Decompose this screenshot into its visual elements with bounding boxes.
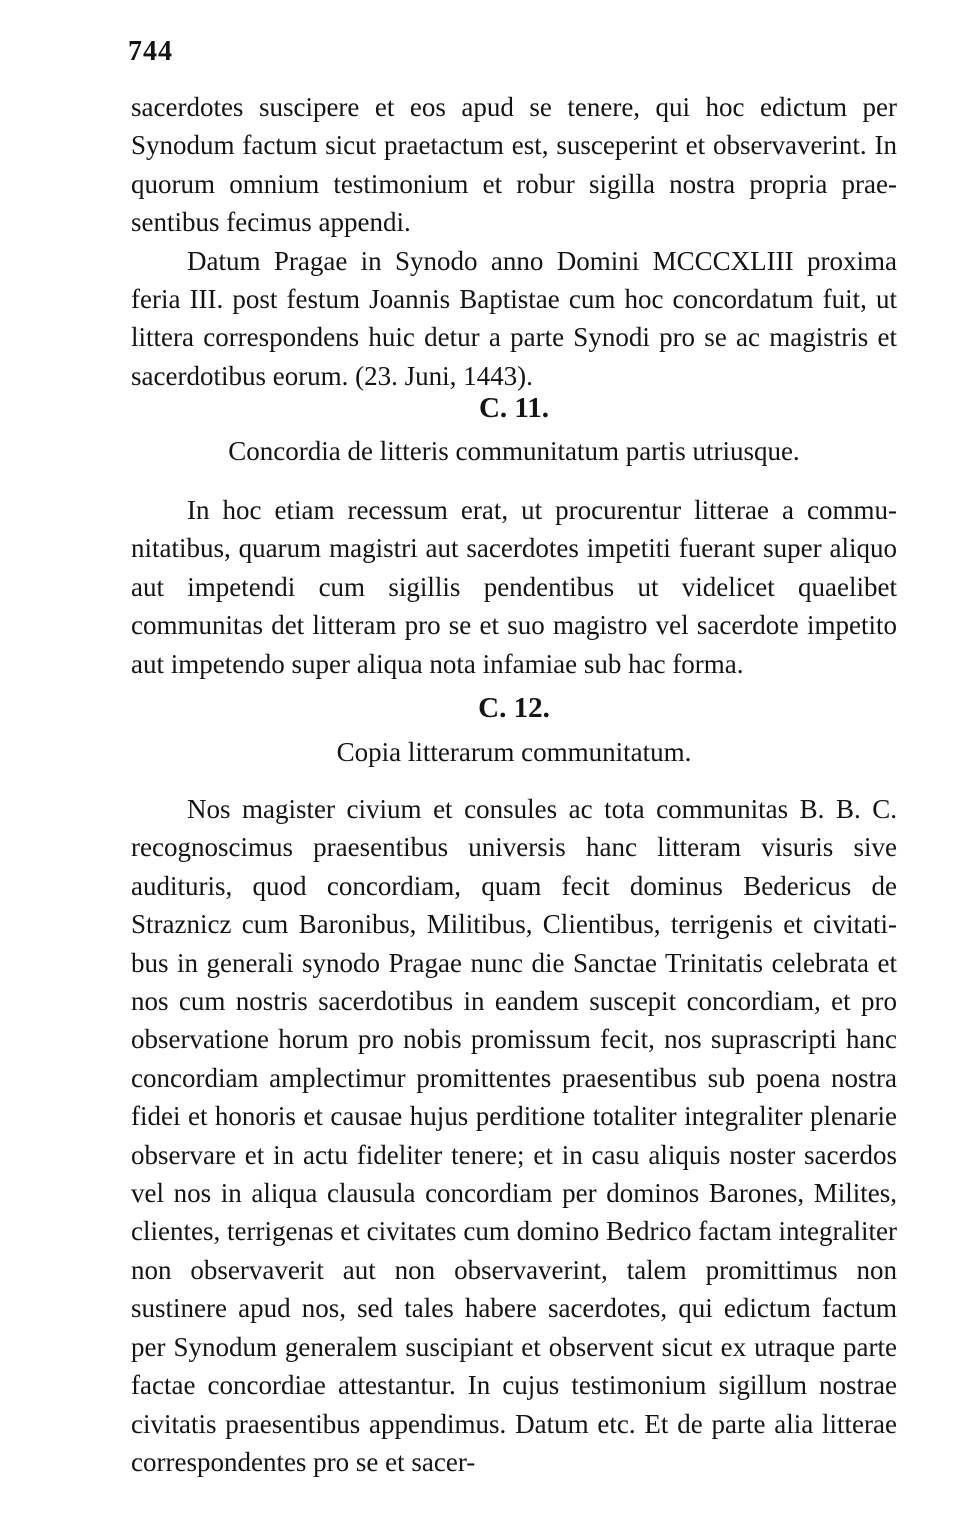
page-number: 744 bbox=[128, 36, 173, 67]
section-11-body bbox=[131, 491, 897, 683]
section-12-body bbox=[131, 790, 897, 1481]
top-text-block bbox=[131, 88, 897, 395]
section-11-number: C. 11. bbox=[478, 392, 550, 424]
section-12-number: C. 12. bbox=[478, 692, 550, 724]
paragraph-datum: Datum Pragae in Synodo anno Domini MCCCXLIII proxima feria III. post festum Joannis Baptistae cum hoc concordatum fuit, ut littera correspondens huic detur a parte Synodi pro se ac magistris et sacerdotibus eorum. (23. Juni, 1443). bbox=[131, 245, 897, 391]
section-11-title: Concordia de litteris communitatum partis utriusque. bbox=[228, 436, 800, 466]
paragraph-continued: sacerdotes suscipere et eos apud se tenere, qui hoc edictum per Synodum factum sicut praetactum est, susceperint et observaverint. In quorum omnium testimonium et robur sigilla nostra propria praesentibus fecimus appendi. bbox=[131, 92, 897, 238]
section-12-title: Copia litterarum communitatum. bbox=[336, 737, 692, 767]
section-12-paragraph: Nos magister civium et consules ac tota communitas B. B. C. recognoscimus praesentibus universis hanc litteram visuris sive audituris, quod concordiam, quam fecit dominus Bedericus de Straznicz cum Baronibus, Militibus, Clientibus, terrigenis et civitatibus in generali synodo Pragae nunc die Sanctae Trinitatis celebrata et nos cum nostris sacerdotibus in eandem suscepit concordiam, et pro observatione horum pro nobis promissum fecit, nos suprascripti hanc concordiam amplectimur promittentes praesentibus sub poena nostra fidei et honoris et causae hujus perditione totaliter integraliter plenarie observare et in actu fideliter tenere; et in casu aliquis noster sacerdos vel nos in aliqua clausula concordiam per dominos Barones, Milites, clientes, terrigenas et civitates cum domino Bedrico factam integraliter non observaverit aut non observaverint, talem promittimus non sustinere apud nos, sed tales habere sacerdotes, qui edictum factum per Synodum generalem suscipiant et observent sicut ex utraque parte factae concordiae attestantur. In cujus testimonium sigillum nostrae civitatis praesentibus appendimus. Datum etc. Et de parte alia litterae correspondentes pro se et sacer- bbox=[131, 794, 897, 1477]
section-11-paragraph: In hoc etiam recessum erat, ut procurentur litterae a communitatibus, quarum magistri aut sacerdotes impetiti fuerant super aliquo aut impetendi cum sigillis pendentibus ut videlicet quaelibet communitas det litteram pro se et suo magistro vel sacerdote impetito aut impetendo super aliqua nota infamiae sub hac forma. bbox=[131, 495, 897, 679]
